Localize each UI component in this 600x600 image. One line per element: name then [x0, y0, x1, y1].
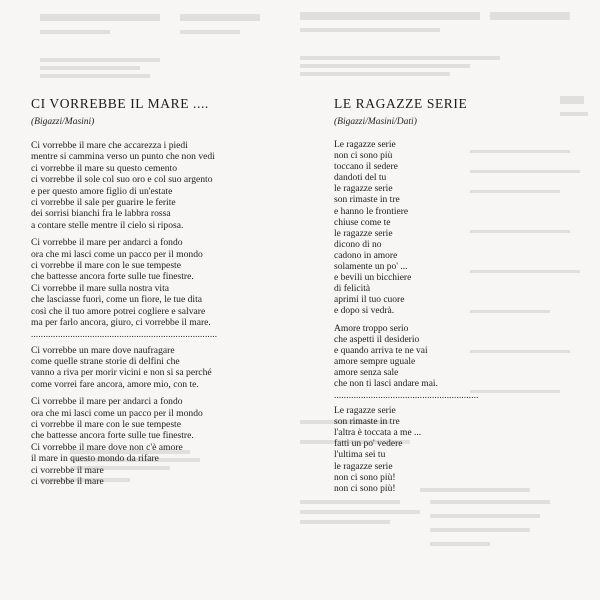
lyric-line: ci vorrebbe il mare con le sue tempeste — [31, 418, 181, 430]
song-le-ragazze-serie — [334, 96, 574, 501]
lyric-line: ci vorrebbe il mare — [31, 464, 104, 476]
lyric-line: dei sorrisi bianchi fra le labbra rossa — [31, 208, 171, 220]
lyric-line: solamente un po' ... — [334, 262, 408, 273]
lyric-line: Amore troppo serio — [334, 323, 409, 334]
lyric-line: Le ragazze serie — [334, 140, 396, 150]
lyric-line: l'ultima sei tu — [334, 450, 386, 461]
lyric-line: non ci sono più — [334, 151, 393, 162]
lyric-line: che aspetti il desiderio — [334, 334, 420, 345]
lyric-line: Ci vorrebbe il mare per andarci a fondo — [31, 237, 183, 249]
lyric-line: mentre si cammina verso un punto che non vedi — [31, 151, 215, 163]
lyric-line: Ci vorrebbe il mare che accarezza i piedi — [31, 140, 188, 151]
dotted-divider: ........................................................... — [334, 390, 479, 401]
song-ci-vorrebbe-il-mare — [31, 96, 301, 493]
lyric-line: come vorrei fare ancora, amore mio, con te. — [31, 378, 199, 390]
lyric-line: come quelle strane storie di delfini che — [31, 355, 180, 367]
stanza-2 — [334, 324, 574, 391]
lyric-line: toccano il sedere — [334, 162, 398, 173]
lyric-line: dandoti del tu — [334, 173, 387, 184]
dotted-divider: ............................................................................ — [31, 328, 218, 339]
song-title: CI VORREBBE IL MARE .... — [31, 96, 209, 111]
lyric-line: son rimaste in tre — [334, 417, 400, 428]
lyric-line: Ci vorrebbe il mare sulla nostra vita — [31, 282, 170, 294]
lyric-line: Ci vorrebbe il mare dove non c'è amore — [31, 441, 183, 453]
stanza-2 — [31, 237, 301, 328]
lyric-line: di felicità — [334, 284, 371, 295]
lyric-line: ci vorrebbe il mare su questo cemento — [31, 162, 177, 174]
lyric-line: le ragazze serie — [334, 461, 393, 472]
lyric-line: il mare in questo mondo da rifare — [31, 453, 159, 465]
lyric-line: e dopo si vedrà. — [334, 306, 395, 317]
lyric-line: e per questo amore figlio di un'estate — [31, 185, 173, 197]
lyric-line: le ragazze serie — [334, 228, 393, 239]
lyric-line: son rimaste in tre — [334, 195, 400, 206]
lyric-line: l'altra è toccata a me ... — [334, 428, 422, 439]
lyric-line: così che il tuo amore potrei cogliere e salvare — [31, 305, 206, 317]
lyric-line: dicono di no — [334, 239, 382, 250]
lyric-line: ma per farlo ancora, giuro, ci vorrebbe il mare. — [31, 317, 211, 329]
song-credit: (Bigazzi/Masini) — [31, 117, 95, 127]
lyric-line: non ci sono più! — [334, 483, 396, 494]
lyric-line: e hanno le frontiere — [334, 206, 409, 217]
lyric-line: che battesse ancora forte sulle tue finestre. — [31, 430, 194, 442]
song-credit: (Bigazzi/Masini/Dati) — [334, 117, 417, 127]
lyric-line: Ci vorrebbe il mare per andarci a fondo — [31, 396, 183, 408]
lyric-line: a contare stelle mentre il cielo si riposa. — [31, 219, 184, 231]
lyric-line: amore senza sale — [334, 367, 399, 378]
lyric-line: le ragazze serie — [334, 184, 393, 195]
lyric-line: che battesse ancora forte sulle tue finestre. — [31, 271, 194, 283]
lyric-line: e quando arriva te ne vai — [334, 345, 428, 356]
lyric-line: fatti un po' vedere — [334, 439, 403, 450]
lyric-line: vanno a riva per morir vicini e non si sa perché — [31, 367, 212, 379]
song-title: LE RAGAZZE SERIE — [334, 96, 468, 111]
stanza-3 — [31, 345, 301, 391]
lyric-line: ci vorrebbe il mare con le sue tempeste — [31, 260, 181, 272]
lyric-line: e bevili un bicchiere — [334, 273, 412, 284]
lyric-line: amore sempre uguale — [334, 356, 416, 367]
lyric-line: Ci vorrebbe un mare dove naufragare — [31, 344, 175, 356]
stanza-1 — [334, 140, 574, 318]
stanza-4 — [31, 396, 301, 487]
lyric-line: ora che mi lasci come un pacco per il mondo — [31, 407, 203, 419]
lyric-line: ci vorrebbe il sole col suo oro e col suo argento — [31, 174, 213, 186]
lyric-line: che non ti lasci andare mai. — [334, 378, 438, 389]
lyric-line: Le ragazze serie — [334, 406, 396, 417]
stanza-1 — [31, 140, 301, 231]
lyric-line: ci vorrebbe il mare — [31, 475, 104, 487]
stanza-3 — [334, 406, 574, 495]
lyric-line: chiuse come te — [334, 217, 391, 228]
lyric-line: che lasciasse fuori, come un fiore, le tue dita — [31, 294, 203, 306]
lyric-line: aprimi il tuo cuore — [334, 295, 405, 306]
lyric-line: non ci sono più! — [334, 472, 396, 483]
lyric-line: cadono in amore — [334, 250, 398, 261]
lyric-line: ci vorrebbe il sale per guarire le ferite — [31, 197, 176, 209]
lyric-line: ora che mi lasci come un pacco per il mondo — [31, 248, 203, 260]
